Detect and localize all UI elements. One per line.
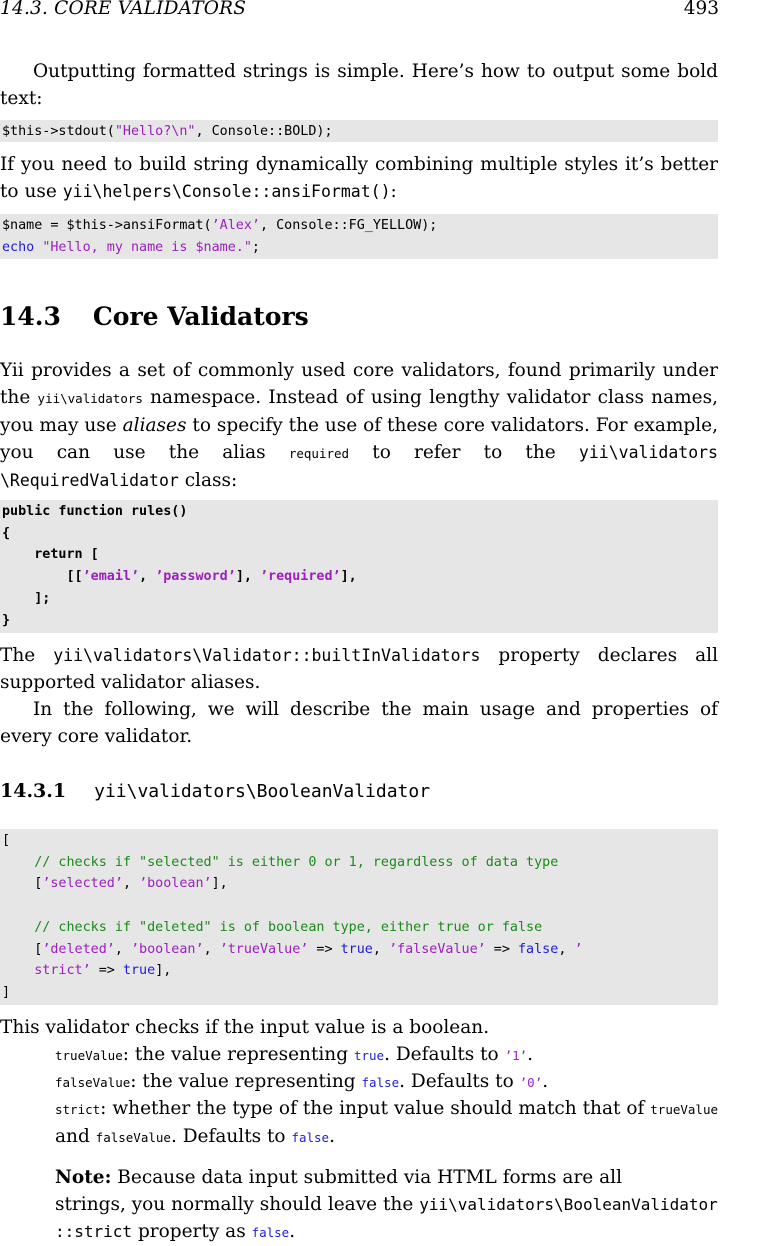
property-falsevalue: falseValue: the value representing false. Defaults to ’0’. <box>55 1071 549 1092</box>
section-heading: 14.3 Core Validators <box>0 302 309 331</box>
note-label: Note: <box>55 1167 112 1188</box>
running-header-title: 14.3. CORE VALIDATORS <box>0 0 247 19</box>
following-paragraph: In the following, we will describe the main usage and properties of every core validator. <box>0 699 718 747</box>
intro-paragraph: Outputting formatted strings is simple. Here’s how to output some bold text: <box>0 61 718 109</box>
note-box: Note: Because data input submitted via HTML forms are all strings, you normally should leave the yii\validators\BooleanValidator ::strict property as false. <box>55 1167 718 1242</box>
subsection-heading: 14.3.1 yii\validators\BooleanValidator <box>0 780 431 802</box>
code-block-ansi-format: $name = $this->ansiFormat(’Alex’, Console::FG_YELLOW); echo "Hello, my name is $name."; <box>0 214 718 259</box>
core-validators-paragraph: Yii provides a set of commonly used core validators, found primarily under the yii\validators namespace. Instead of using lengthy validator class names, you may use aliases to specify the use of these core validators. For example, you can use the alias required to refer to the yii\validators \RequiredValidator class: <box>0 360 719 491</box>
builtin-validators-paragraph: The yii\validators\Validator::builtInValidators property declares all supported validator aliases. <box>0 645 718 693</box>
property-strict: strict: whether the type of the input value should match that of trueValue and falseValue. Defaults to false. <box>55 1098 718 1147</box>
ansi-format-paragraph: If you need to build string dynamically combining multiple styles it’s better to use yii\helpers\Console::ansiFormat(): <box>0 154 718 202</box>
boolean-description: This validator checks if the input value is a boolean. <box>0 1017 490 1038</box>
code-block-rules: public function rules() { return [ [[’email’, ’password’], ’required’], ]; } <box>0 500 718 633</box>
property-truevalue: trueValue: the value representing true. Defaults to ’1’. <box>55 1044 534 1065</box>
code-block-stdout: $this->stdout("Hello?\n", Console::BOLD); <box>0 120 718 142</box>
code-block-boolean: [ // checks if "selected" is either 0 or 1, regardless of data type [’selected’, ’boolean’], // checks if "deleted" is of boolean type, either true or false [’deleted’, ’boolean’, ’trueValue’ => true, ’falseValue’ => false, ’ strict’ => true], ] <box>0 829 718 1005</box>
page-number: 493 <box>683 0 719 19</box>
